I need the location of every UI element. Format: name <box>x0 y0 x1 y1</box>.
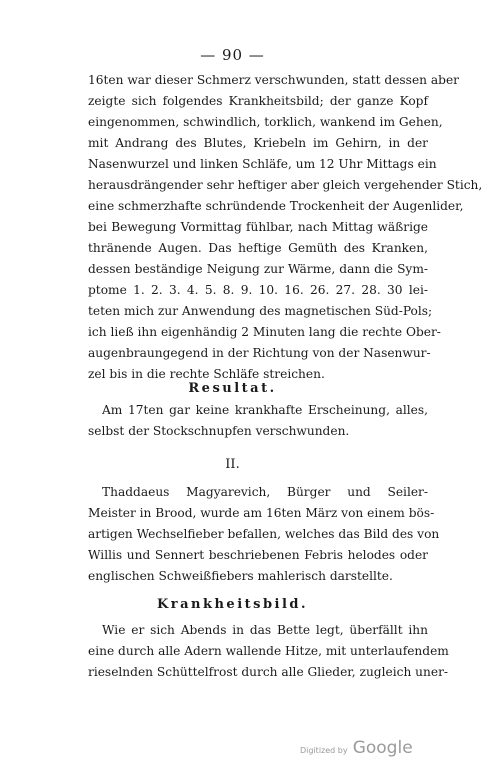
page-number: — 90 — <box>200 46 265 64</box>
text-line: Thaddaeus Magyarevich, Bürger und Seiler- <box>102 485 428 499</box>
paragraph-patient-intro <box>88 482 440 587</box>
digitized-watermark <box>300 738 413 758</box>
text-line: 16ten war dieser Schmerz verschwunden, statt dessen aber <box>88 73 459 87</box>
text-line: ptome 1. 2. 3. 4. 5. 8. 9. 10. 16. 26. 27. 28. 30 lei- <box>88 283 428 297</box>
text-line: englischen Schweißfiebers mahlerisch darstellte. <box>88 569 393 583</box>
text-line: Am 17ten gar keine krankhafte Erscheinung, alles, <box>102 403 428 417</box>
text-line: eine durch alle Adern wallende Hitze, mit unterlaufendem <box>88 644 449 658</box>
text-line: eingenommen, schwindlich, torklich, wankend im Gehen, <box>88 115 443 129</box>
text-line: dessen beständige Neigung zur Wärme, dann die Sym- <box>88 262 428 276</box>
text-line: eine schmerzhafte schründende Trockenheit der Augenlider, <box>88 199 464 213</box>
heading-resultat: Resultat. <box>188 381 277 396</box>
text-line: bei Bewegung Vormittag fühlbar, nach Mittag wäßrige <box>88 220 428 234</box>
section-numeral: II. <box>225 457 240 472</box>
paragraph-resultat <box>88 400 428 442</box>
text-line: artigen Wechselfieber befallen, welches das Bild des von <box>88 527 440 541</box>
text-line: Meister in Brood, wurde am 16ten März von einem bös- <box>88 506 435 520</box>
heading-krankheitsbild: Krankheitsbild. <box>156 597 309 612</box>
paragraph-symptoms <box>88 620 449 683</box>
paragraph-case-continuation <box>88 70 482 385</box>
text-line: teten mich zur Anwendung des magnetischen Süd-Pols; <box>88 304 433 318</box>
text-line: augenbraungegend in der Richtung von der Nasenwur- <box>88 346 431 360</box>
text-line: Nasenwurzel und linken Schläfe, um 12 Uhr Mittags ein <box>88 157 437 171</box>
text-line: Wie er sich Abends in das Bette legt, überfällt ihn <box>102 623 428 637</box>
text-line: selbst der Stockschnupfen verschwunden. <box>88 424 350 438</box>
text-line: zeigte sich folgendes Krankheitsbild; der ganze Kopf <box>88 94 428 108</box>
text-line: ich ließ ihn eigenhändig 2 Minuten lang die rechte Ober- <box>88 325 441 339</box>
text-line: thränende Augen. Das heftige Gemüth des Kranken, <box>88 241 428 255</box>
text-line: zel bis in die rechte Schläfe streichen. <box>88 367 325 381</box>
text-line: herausdrängender sehr heftiger aber gleich vergehender Stich, <box>88 178 482 192</box>
text-line: Willis und Sennert beschriebenen Febris helodes oder <box>88 548 428 562</box>
google-logo: Google <box>352 738 413 758</box>
text-line: rieselnden Schüttelfrost durch alle Glieder, zugleich uner- <box>88 665 449 679</box>
watermark-prefix: Digitized by <box>300 746 348 755</box>
text-line: mit Andrang des Blutes, Kriebeln im Gehirn, in der <box>88 136 428 150</box>
